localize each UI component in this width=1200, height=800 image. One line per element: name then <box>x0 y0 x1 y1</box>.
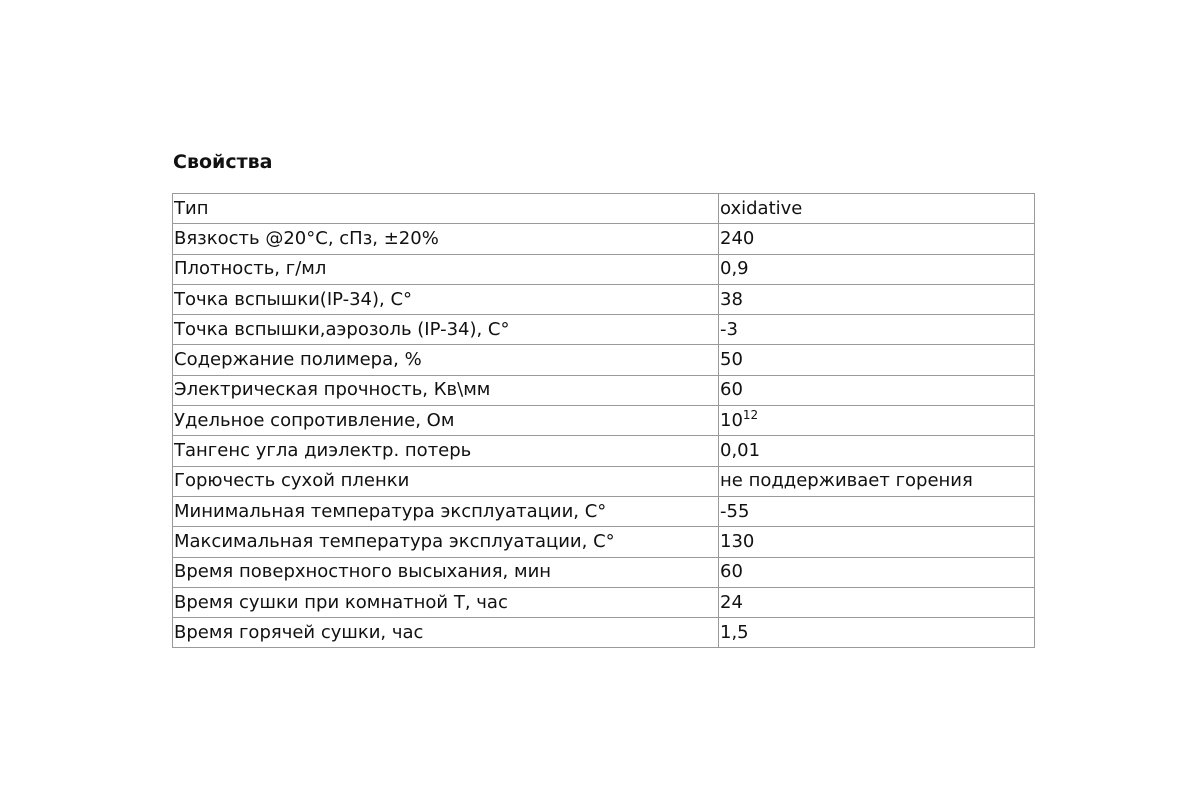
property-label: Время горячей сушки, час <box>173 618 719 648</box>
property-label: Вязкость @20°C, сПз, ±20% <box>173 224 719 254</box>
property-label: Время поверхностного высыхания, мин <box>173 557 719 587</box>
property-value <box>719 406 1035 436</box>
table-row <box>173 375 1035 405</box>
property-value-text: 1,5 <box>720 621 749 643</box>
property-label: Тангенс угла диэлектр. потерь <box>173 436 719 466</box>
property-value <box>719 345 1035 375</box>
property-value <box>719 375 1035 405</box>
table-row <box>173 557 1035 587</box>
table-row <box>173 406 1035 436</box>
property-value-text: 60 <box>720 561 743 583</box>
property-value-text: oxidative <box>720 197 803 219</box>
property-label: Удельное сопротивление, Ом <box>173 406 719 436</box>
property-value <box>719 466 1035 496</box>
table-row <box>173 496 1035 526</box>
table-row <box>173 224 1035 254</box>
property-value-text: не поддерживает горения <box>720 470 973 492</box>
property-value-text: 0,01 <box>720 440 761 462</box>
table-row <box>173 315 1035 345</box>
table-row <box>173 618 1035 648</box>
table-row <box>173 345 1035 375</box>
property-label: Минимальная температура эксплуатации, C° <box>173 496 719 526</box>
table-row <box>173 587 1035 617</box>
property-value <box>719 194 1035 224</box>
property-value-text: -3 <box>720 318 738 340</box>
property-label: Плотность, г/мл <box>173 254 719 284</box>
property-label: Тип <box>173 194 719 224</box>
property-label: Горючесть сухой пленки <box>173 466 719 496</box>
property-label: Содержание полимера, % <box>173 345 719 375</box>
section-heading: Свойства <box>173 151 273 173</box>
property-value <box>719 527 1035 557</box>
table-row <box>173 436 1035 466</box>
property-value-text: 24 <box>720 591 743 613</box>
property-value <box>719 436 1035 466</box>
property-value-text: 38 <box>720 288 743 310</box>
property-label: Электрическая прочность, Кв\мм <box>173 375 719 405</box>
property-value <box>719 254 1035 284</box>
property-value-text: 130 <box>720 530 755 552</box>
property-value-text: 0,9 <box>720 258 749 280</box>
property-value <box>719 315 1035 345</box>
property-label: Время сушки при комнатной Т, час <box>173 587 719 617</box>
properties-table-body <box>173 194 1035 648</box>
property-value <box>719 224 1035 254</box>
property-value <box>719 587 1035 617</box>
table-row <box>173 254 1035 284</box>
property-value <box>719 496 1035 526</box>
property-value-text: 50 <box>720 349 743 371</box>
property-value-text: -55 <box>720 500 750 522</box>
property-value-text: 240 <box>720 227 755 249</box>
table-row <box>173 284 1035 314</box>
property-value <box>719 557 1035 587</box>
property-label: Точка вспышки,аэрозоль (IP-34), C° <box>173 315 719 345</box>
properties-table <box>172 193 1035 648</box>
table-row <box>173 194 1035 224</box>
property-value <box>719 284 1035 314</box>
property-value <box>719 618 1035 648</box>
property-label: Точка вспышки(IP-34), C° <box>173 284 719 314</box>
property-label: Максимальная температура эксплуатации, C° <box>173 527 719 557</box>
property-value-exponent: 12 <box>742 407 759 422</box>
table-row <box>173 466 1035 496</box>
property-value-text: 10 <box>720 409 743 431</box>
property-value-text: 60 <box>720 379 743 401</box>
table-row <box>173 527 1035 557</box>
